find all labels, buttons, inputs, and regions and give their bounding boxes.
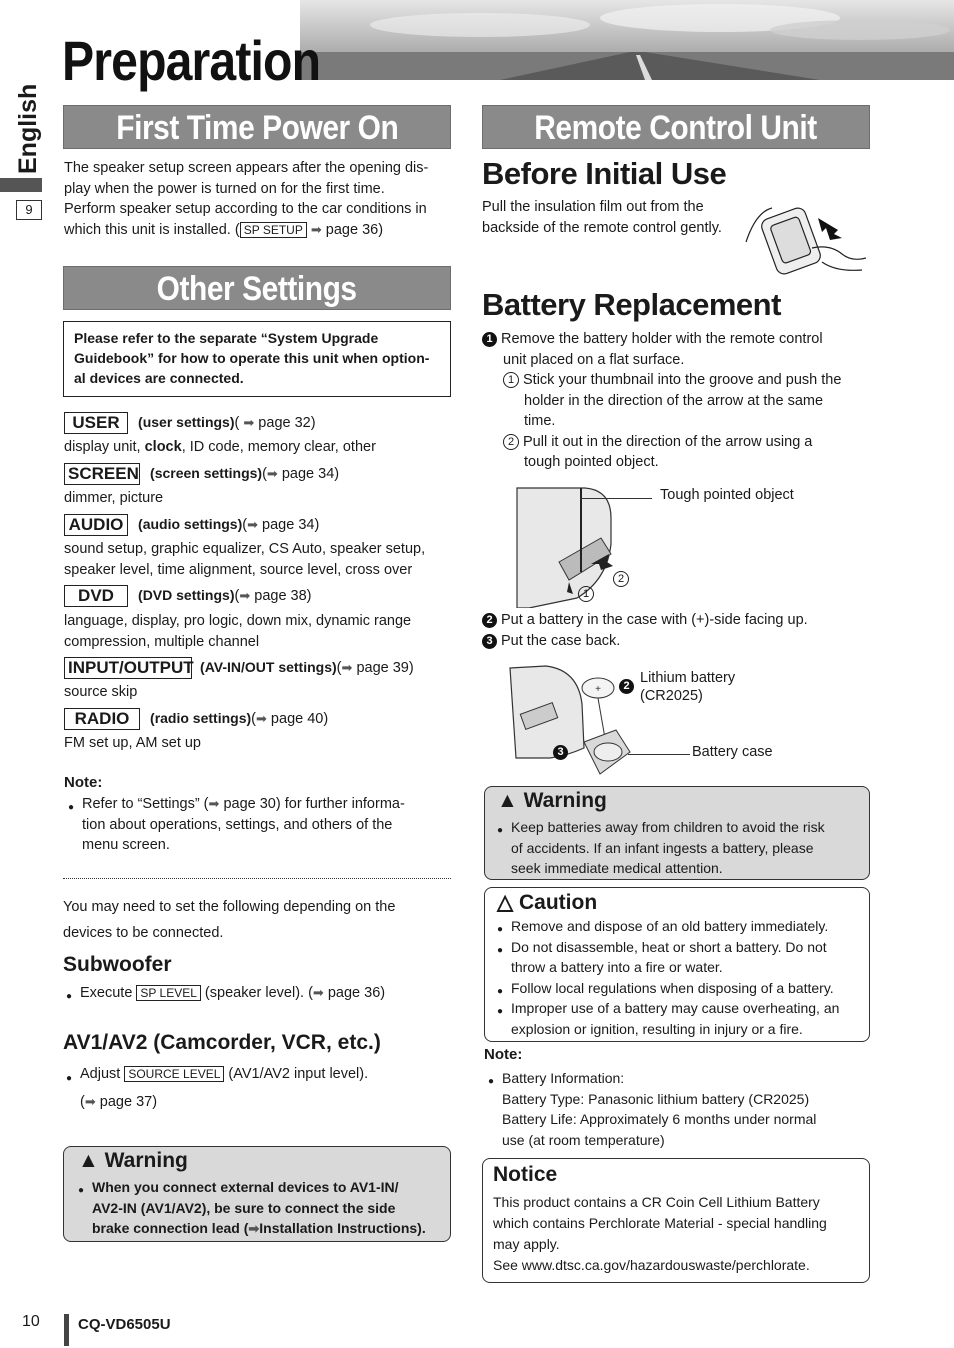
note-text: page 30) for further informa- — [219, 796, 405, 812]
notice-line: See www.dtsc.ca.gov/hazardouswaste/perchlorate. — [493, 1257, 810, 1273]
fig2-callout-2: 2 — [619, 679, 634, 694]
paragraph-line: Perform speaker setup according to the car conditions in — [64, 201, 427, 217]
notice-line: This product contains a CR Coin Cell Lithium Battery — [493, 1194, 820, 1210]
header-road-banner — [300, 0, 954, 80]
caution-line: ● Remove and dispose of an old battery immediately. — [511, 916, 867, 937]
step-text: Put the case back. — [501, 632, 621, 649]
note-line: menu screen. — [82, 837, 170, 853]
warning-line: AV2-IN (AV1/AV2), be sure to connect the side — [92, 1199, 396, 1216]
footer-bar — [64, 1314, 69, 1346]
sub-line: sound setup, graphic equalizer, CS Auto, speaker setup, — [64, 541, 426, 557]
text: (speaker level). ( — [200, 985, 313, 1001]
side-tab-bar — [0, 178, 42, 192]
step-text: Remove the battery holder with the remote control — [501, 331, 823, 347]
page-ref: page 36) — [323, 985, 386, 1001]
setting-desc: (user settings) — [138, 414, 235, 430]
subwoofer-line — [80, 983, 385, 1004]
substep-line — [482, 432, 872, 453]
note-line: Battery Life: Approximately 6 months under normal — [502, 1111, 817, 1127]
warning-line: seek immediate medical attention. — [511, 860, 723, 876]
paren: ( — [336, 660, 342, 676]
arrow-icon: ➡ — [248, 1221, 260, 1236]
before-initial-use-text — [482, 197, 722, 238]
note-text: Refer to “Settings” ( — [82, 796, 209, 812]
arrow-icon: ➡ — [247, 517, 259, 532]
paragraph-line: play when the power is turned on for the first time. — [64, 180, 385, 197]
caution-line: ● Follow local regulations when disposing of a battery. — [511, 978, 867, 999]
setting-dvd-sub — [64, 611, 411, 652]
paragraph-line — [64, 220, 454, 241]
lithium-battery-label — [640, 669, 735, 705]
paragraph-line: You may need to set the following depending on the — [63, 899, 396, 915]
note-body — [82, 794, 452, 856]
battery-note-body — [502, 1068, 872, 1150]
battery-note-title: Note: — [484, 1046, 523, 1063]
language-tab — [14, 83, 50, 178]
caution-line: explosion or ignition, resulting in injury or a fire. — [511, 1020, 803, 1037]
substep-text: Stick your thumbnail into the groove and push the — [523, 372, 842, 388]
warning-line — [92, 1218, 452, 1240]
warning-line: ● Keep batteries away from children to avoid the risk — [511, 817, 867, 838]
page-ref: page 39) — [352, 660, 414, 676]
audio-button[interactable]: AUDIO — [64, 514, 128, 536]
label-line: Lithium battery — [640, 670, 736, 686]
warning-body — [511, 817, 867, 879]
screen-button[interactable]: SCREEN — [64, 463, 140, 485]
leader-line — [580, 498, 652, 499]
battery-step1 — [482, 329, 872, 473]
setting-user-sub — [64, 437, 376, 458]
page-ref: page 40) — [266, 711, 329, 727]
arrow-icon: ➡ — [243, 415, 255, 430]
step-number: 2 — [482, 613, 497, 628]
paren: ( — [80, 1094, 85, 1110]
arrow-icon: ➡ — [208, 796, 220, 811]
warning-line: of accidents. If an infant ingests a battery, please — [511, 839, 814, 856]
setting-audio — [64, 514, 319, 536]
upgrade-guidebook-note: Please refer to the separate “System Upgrade Guidebook” for how to operate this unit when option-al devices are connected. — [63, 321, 451, 397]
dotted-divider — [63, 878, 451, 879]
remote-control-heading: Remote Control Unit — [482, 105, 870, 149]
note-line: ● Battery Information: — [502, 1068, 872, 1089]
step-line: unit placed on a flat surface. — [503, 351, 685, 368]
sub-text: , ID code, memory clear, other — [181, 439, 376, 455]
caution-line: ● Do not disassemble, heat or short a battery. Do not — [511, 937, 867, 958]
notice-title: Notice — [493, 1163, 558, 1186]
depending-paragraph — [63, 894, 453, 946]
arrow-icon: ➡ — [312, 985, 324, 1000]
page-ref: page 36) — [321, 221, 384, 238]
paragraph-line: The speaker setup screen appears after the opening dis- — [64, 160, 429, 176]
before-initial-use-title: Before Initial Use — [482, 156, 727, 191]
page-number: 10 — [22, 1313, 40, 1330]
battery-case-label: Battery case — [692, 744, 773, 760]
sub-text: display unit, — [64, 439, 145, 455]
svg-text:+: + — [595, 684, 601, 695]
notice-body — [493, 1192, 865, 1276]
page-ref: page 32) — [254, 415, 316, 431]
caution-line: ● Improper use of a battery may cause overheating, an — [511, 998, 867, 1019]
sub-line: speaker level, time alignment, source level, cross over — [64, 561, 413, 578]
warning-icon: ▲ — [78, 1149, 99, 1172]
paragraph-line: Pull the insulation film out from the — [482, 199, 704, 215]
setting-desc: (radio settings) — [150, 710, 252, 726]
section-number: 9 — [16, 200, 42, 220]
substep-number: 1 — [503, 372, 519, 388]
battery-steps-2-3 — [482, 610, 808, 651]
radio-button[interactable]: RADIO — [64, 708, 140, 730]
sp-setup-label: SP SETUP — [240, 222, 307, 238]
right-warning-box — [484, 786, 870, 880]
text: (AV1/AV2 input level). — [224, 1066, 369, 1082]
fig2-callout-3: 3 — [553, 745, 568, 760]
paragraph-line: backside of the remote control gently. — [482, 219, 722, 236]
av-bullet — [80, 1061, 368, 1088]
caution-box — [484, 887, 870, 1042]
warning-title: Warning — [523, 789, 607, 812]
sp-level-label: SP LEVEL — [136, 985, 200, 1001]
tough-pointed-object-label: Tough pointed object — [660, 487, 794, 503]
page-ref: page 38) — [250, 588, 312, 604]
battery-case-illustration — [506, 664, 636, 780]
text: Adjust — [80, 1066, 125, 1082]
setting-user — [64, 412, 316, 434]
setting-screen — [64, 463, 339, 485]
substep-number: 2 — [503, 434, 519, 450]
warning-line: ● When you connect external devices to AV1-IN/ — [92, 1177, 452, 1198]
setting-audio-sub — [64, 539, 425, 580]
language-label: English — [14, 83, 42, 174]
other-settings-heading: Other Settings — [63, 266, 451, 310]
arrow-icon: ➡ — [239, 588, 251, 603]
setting-desc: (screen settings) — [150, 465, 263, 481]
warning-heading — [78, 1149, 188, 1173]
page-ref: page 37) — [95, 1094, 158, 1110]
warning-heading — [497, 789, 607, 813]
step-line — [482, 329, 872, 350]
setting-input-output — [64, 657, 414, 679]
remote-insulation-illustration — [742, 192, 870, 288]
step-number: 3 — [482, 634, 497, 649]
model-number: CQ-VD6505U — [78, 1316, 171, 1333]
notice-line: which contains Perchlorate Material - special handling — [493, 1215, 827, 1231]
arrow-icon: ➡ — [266, 466, 278, 481]
caution-body — [511, 916, 867, 1039]
warning-body — [92, 1177, 452, 1240]
note-title: Note: — [64, 774, 103, 791]
note-line: use (at room temperature) — [502, 1131, 665, 1148]
sub-line: compression, multiple channel — [64, 633, 260, 650]
substep-line: tough pointed object. — [524, 454, 659, 470]
leader-line — [628, 754, 690, 755]
setting-radio — [64, 708, 328, 730]
dvd-button[interactable]: DVD — [64, 585, 128, 607]
arrow-icon: ➡ — [310, 221, 322, 237]
arrow-icon: ➡ — [84, 1094, 96, 1109]
caution-line: throw a battery into a fire or water. — [511, 959, 723, 975]
user-button[interactable]: USER — [64, 412, 128, 434]
step-number: 1 — [482, 332, 497, 347]
page-title: Preparation — [62, 29, 321, 92]
caution-heading — [497, 890, 597, 915]
setting-screen-sub: dimmer, picture — [64, 490, 164, 506]
av-line — [80, 1061, 368, 1116]
note-line — [82, 794, 452, 815]
step-line — [482, 631, 808, 652]
paren: ( — [242, 517, 248, 533]
paren: ( — [234, 415, 240, 431]
text: Installation Instructions). — [259, 1220, 426, 1236]
subwoofer-title: Subwoofer — [63, 953, 172, 976]
note-line: Battery Type: Panasonic lithium battery (CR2025) — [502, 1090, 810, 1107]
notice-line: may apply. — [493, 1236, 560, 1252]
paren: ( — [251, 711, 256, 727]
av-page-line — [80, 1088, 368, 1116]
setting-radio-sub: FM set up, AM set up — [64, 735, 201, 751]
setting-desc: (audio settings) — [138, 516, 243, 532]
setting-desc: (AV-IN/OUT settings) — [200, 659, 337, 675]
warning-title: Warning — [104, 1149, 188, 1172]
setting-dvd — [64, 585, 312, 607]
fig1-callout-2: 2 — [613, 571, 629, 587]
substep-text: Pull it out in the direction of the arrow using a — [523, 433, 813, 450]
text: Execute — [80, 985, 137, 1001]
subwoofer-bullet — [80, 983, 385, 1004]
caution-icon: △ — [497, 891, 514, 914]
warning-icon: ▲ — [497, 789, 518, 812]
page-ref: page 34) — [258, 517, 320, 533]
notice-box — [482, 1158, 870, 1283]
paren: ( — [234, 588, 240, 604]
substep-line: time. — [524, 413, 556, 429]
note-line: tion about operations, settings, and others of the — [82, 816, 393, 833]
substep-line: holder in the direction of the arrow at the same — [524, 392, 824, 409]
input-output-button[interactable]: INPUT/OUTPUT — [64, 657, 192, 679]
sub-line: language, display, pro logic, down mix, dynamic range — [64, 613, 412, 629]
text: brake connection lead ( — [92, 1220, 249, 1236]
paragraph-line: devices to be connected. — [63, 925, 224, 941]
fig1-callout-1: 1 — [578, 586, 594, 602]
paren: ( — [262, 466, 267, 482]
setting-desc: (DVD settings) — [138, 587, 235, 603]
substep-line — [482, 370, 872, 391]
step-text: Put a battery in the case with (+)-side facing up. — [501, 612, 808, 628]
first-time-power-on-heading: First Time Power On — [63, 105, 451, 149]
setting-input-output-sub: source skip — [64, 684, 138, 700]
paragraph-text: which this unit is installed. ( — [64, 221, 240, 238]
page-ref: page 34) — [277, 466, 340, 482]
label-line: (CR2025) — [640, 688, 703, 704]
arrow-icon: ➡ — [256, 711, 267, 726]
left-warning-box — [63, 1146, 451, 1242]
arrow-icon: ➡ — [341, 660, 353, 675]
sub-bold: clock — [144, 439, 182, 455]
step-line — [482, 610, 808, 631]
caution-title: Caution — [519, 891, 598, 914]
first-time-paragraph — [64, 158, 454, 240]
source-level-label: SOURCE LEVEL — [124, 1066, 224, 1082]
av-title: AV1/AV2 (Camcorder, VCR, etc.) — [63, 1031, 381, 1054]
battery-replacement-title: Battery Replacement — [482, 287, 781, 322]
